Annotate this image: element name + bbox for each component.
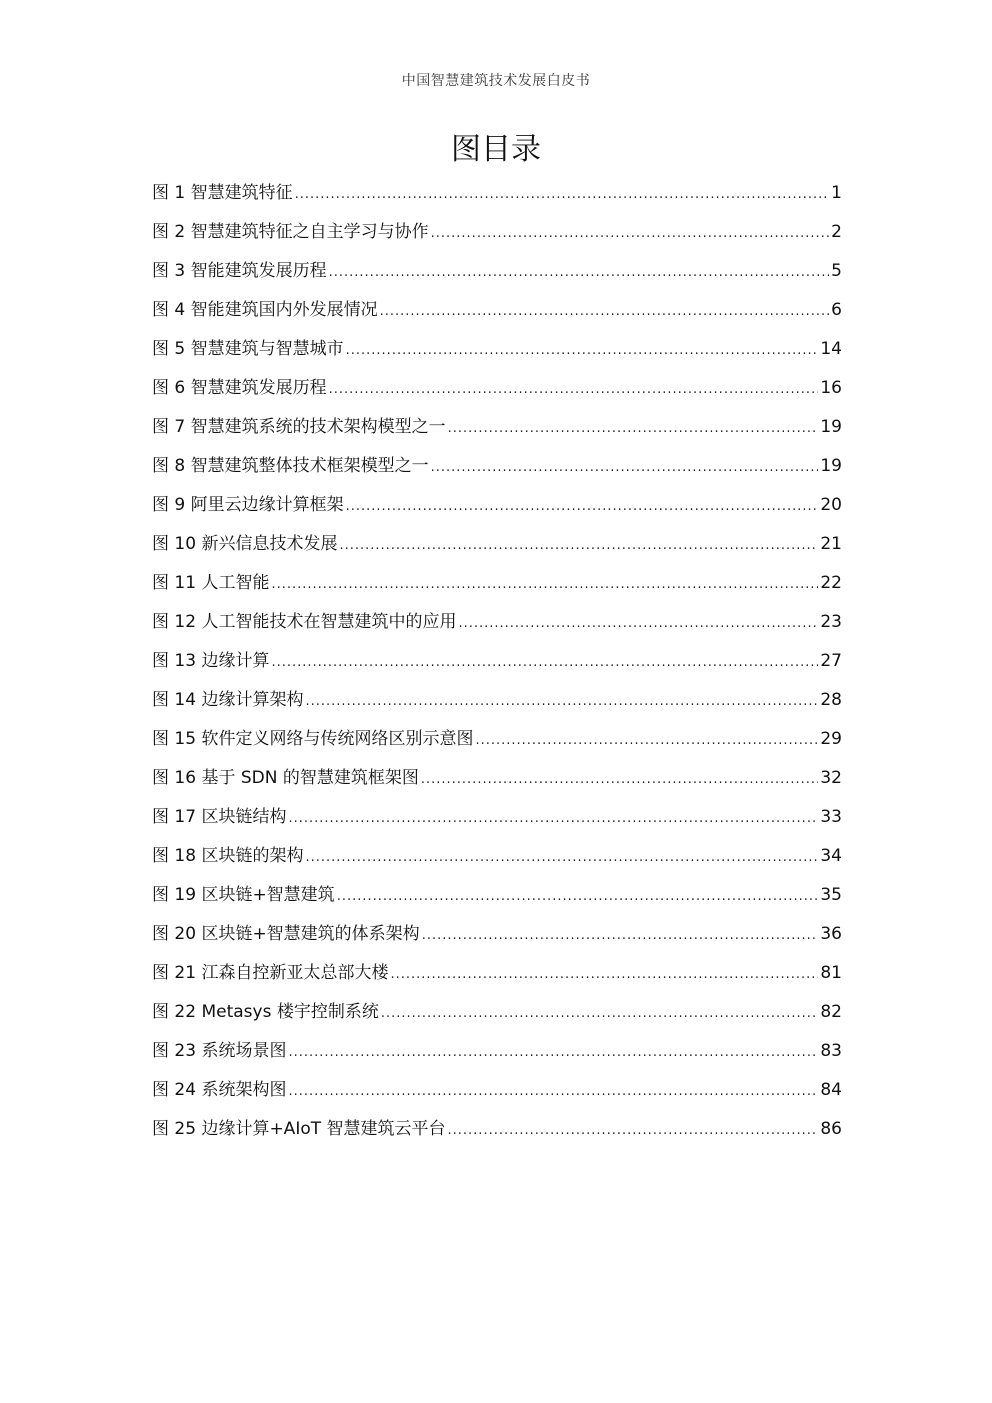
toc-entry-label: 图 16 基于 SDN 的智慧建筑框架图: [152, 768, 419, 788]
toc-entry[interactable]: [152, 525, 842, 564]
toc-entry[interactable]: [152, 291, 842, 330]
toc-entry-label: 图 19 区块链+智慧建筑: [152, 885, 335, 905]
toc-entry[interactable]: [152, 252, 842, 291]
toc-entry-label: 图 9 阿里云边缘计算框架: [152, 495, 344, 515]
toc-entry-page: 22: [820, 573, 842, 593]
toc-leader-dots: [339, 526, 818, 565]
toc-entry-label: 图 5 智慧建筑与智慧城市: [152, 339, 344, 359]
toc-leader-dots: [271, 643, 818, 682]
toc-leader-dots: [390, 955, 818, 994]
toc-entry[interactable]: [152, 837, 842, 876]
toc-entry-label: 图 4 智能建筑国内外发展情况: [152, 300, 378, 320]
toc-entry[interactable]: [152, 369, 842, 408]
toc-leader-dots: [448, 1111, 819, 1150]
toc-entry-page: 82: [820, 1002, 842, 1022]
toc-entry[interactable]: [152, 564, 842, 603]
toc-entry-page: 1: [831, 183, 842, 203]
toc-entry-label: 图 18 区块链的架构: [152, 846, 304, 866]
figure-list: [152, 174, 842, 1149]
toc-leader-dots: [380, 292, 830, 331]
toc-leader-dots: [475, 721, 818, 760]
toc-leader-dots: [271, 565, 818, 604]
toc-entry[interactable]: [152, 798, 842, 837]
toc-entry[interactable]: [152, 1032, 842, 1071]
toc-entry-page: 19: [820, 456, 842, 476]
toc-leader-dots: [295, 175, 830, 214]
toc-entry[interactable]: [152, 993, 842, 1032]
toc-entry-page: 23: [820, 612, 842, 632]
toc-entry-page: 5: [831, 261, 842, 281]
toc-entry-label: 图 1 智慧建筑特征: [152, 183, 293, 203]
toc-leader-dots: [431, 448, 819, 487]
toc-entry-label: 图 23 系统场景图: [152, 1041, 287, 1061]
toc-entry-label: 图 8 智慧建筑整体技术框架模型之一: [152, 456, 429, 476]
toc-leader-dots: [305, 838, 818, 877]
toc-entry-page: 28: [820, 690, 842, 710]
toc-leader-dots: [346, 487, 819, 526]
toc-leader-dots: [329, 253, 830, 292]
toc-entry-page: 32: [820, 768, 842, 788]
toc-entry-page: 34: [820, 846, 842, 866]
toc-entry-label: 图 17 区块链结构: [152, 807, 287, 827]
toc-entry[interactable]: [152, 876, 842, 915]
toc-entry[interactable]: [152, 174, 842, 213]
toc-entry-label: 图 2 智慧建筑特征之自主学习与协作: [152, 222, 429, 242]
toc-entry-label: 图 3 智能建筑发展历程: [152, 261, 327, 281]
toc-entry-label: 图 25 边缘计算+AIoT 智慧建筑云平台: [152, 1119, 446, 1139]
toc-entry-page: 2: [831, 222, 842, 242]
toc-entry-page: 21: [820, 534, 842, 554]
toc-leader-dots: [422, 916, 819, 955]
toc-entry-label: 图 11 人工智能: [152, 573, 270, 593]
toc-entry[interactable]: [152, 954, 842, 993]
toc-leader-dots: [381, 994, 819, 1033]
toc-entry-label: 图 7 智慧建筑系统的技术架构模型之一: [152, 417, 446, 437]
toc-entry-page: 83: [820, 1041, 842, 1061]
toc-entry-page: 35: [820, 885, 842, 905]
toc-entry-page: 6: [831, 300, 842, 320]
toc-entry[interactable]: [152, 681, 842, 720]
toc-entry-page: 16: [820, 378, 842, 398]
toc-entry-label: 图 12 人工智能技术在智慧建筑中的应用: [152, 612, 457, 632]
toc-leader-dots: [421, 760, 819, 799]
toc-entry-page: 81: [820, 963, 842, 983]
running-header: 中国智慧建筑技术发展白皮书: [401, 73, 591, 89]
toc-entry[interactable]: [152, 213, 842, 252]
toc-entry-label: 图 15 软件定义网络与传统网络区别示意图: [152, 729, 474, 749]
toc-entry-page: 33: [820, 807, 842, 827]
toc-entry[interactable]: [152, 642, 842, 681]
toc-entry[interactable]: [152, 915, 842, 954]
toc-leader-dots: [346, 331, 819, 370]
toc-entry-label: 图 21 江森自控新亚太总部大楼: [152, 963, 389, 983]
toc-entry-page: 19: [820, 417, 842, 437]
toc-leader-dots: [305, 682, 818, 721]
toc-entry-page: 36: [820, 924, 842, 944]
toc-entry-label: 图 10 新兴信息技术发展: [152, 534, 338, 554]
toc-leader-dots: [288, 1072, 818, 1111]
toc-leader-dots: [448, 409, 819, 448]
toc-entry[interactable]: [152, 603, 842, 642]
toc-entry-label: 图 14 边缘计算架构: [152, 690, 304, 710]
toc-leader-dots: [337, 877, 819, 916]
toc-entry[interactable]: [152, 408, 842, 447]
toc-entry[interactable]: [152, 1071, 842, 1110]
toc-entry-page: 20: [820, 495, 842, 515]
toc-leader-dots: [458, 604, 818, 643]
toc-entry-label: 图 6 智慧建筑发展历程: [152, 378, 327, 398]
toc-leader-dots: [431, 214, 830, 253]
toc-entry[interactable]: [152, 447, 842, 486]
toc-leader-dots: [288, 799, 818, 838]
toc-entry[interactable]: [152, 330, 842, 369]
toc-entry-label: 图 24 系统架构图: [152, 1080, 287, 1100]
toc-entry-page: 14: [820, 339, 842, 359]
toc-entry-page: 29: [820, 729, 842, 749]
toc-entry-page: 86: [820, 1119, 842, 1139]
toc-entry[interactable]: [152, 720, 842, 759]
toc-entry-page: 27: [820, 651, 842, 671]
toc-leader-dots: [329, 370, 819, 409]
toc-entry-page: 84: [820, 1080, 842, 1100]
toc-entry-label: 图 20 区块链+智慧建筑的体系架构: [152, 924, 420, 944]
toc-entry[interactable]: [152, 759, 842, 798]
toc-leader-dots: [288, 1033, 818, 1072]
toc-entry[interactable]: [152, 486, 842, 525]
toc-entry-label: 图 13 边缘计算: [152, 651, 270, 671]
toc-entry[interactable]: [152, 1110, 842, 1149]
toc-entry-label: 图 22 Metasys 楼宇控制系统: [152, 1002, 379, 1022]
page-title: 图目录: [451, 132, 541, 167]
